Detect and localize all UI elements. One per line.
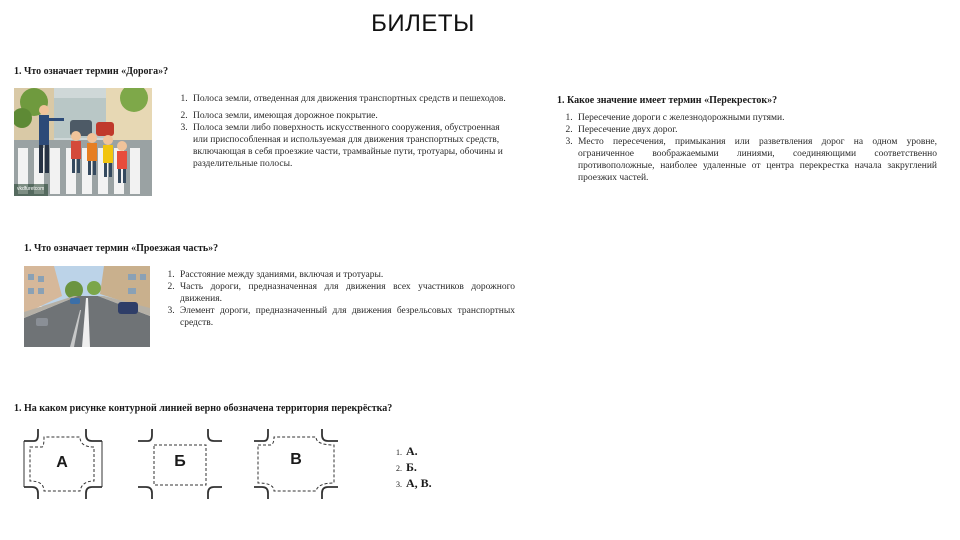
q1-crosswalk-image (14, 88, 152, 196)
q3-question: 1. Что означает термин «Проезжая часть»? (24, 243, 219, 254)
figure-v (250, 425, 342, 501)
q4-option-2: 2. Б. (396, 460, 417, 474)
q1-answer-2: 2. Полоса земли, имеющая дорожное покрытие. (190, 110, 508, 122)
q1-answers (172, 93, 508, 170)
q2-question: 1. Какое значение имеет термин «Перекресток»? (557, 95, 778, 106)
page-title: БИЛЕТЫ (371, 10, 475, 37)
q3-answer-2: 2. Часть дороги, предназначенная для движения всех участников дорожного движения. (177, 281, 515, 305)
q1-answer-1: 1. Полоса земли, отведенная для движения транспортных средств и пешеходов. (190, 93, 508, 105)
figure-v-label: В (290, 451, 302, 468)
q2-answer-1: 1. Пересечение дороги с железнодорожными путями. (575, 112, 937, 124)
q1-image-watermark: vkdfuretcom (17, 186, 45, 192)
q4-options (396, 444, 432, 492)
q1-answer-3: 3. Полоса земли либо поверхность искусственного сооружения, обустроенная или приспособленная и используемая для движения транспортных средств, включающая в себя проезжие части, трамвайные пути, тротуары, обочины и разделительные полосы. (190, 122, 508, 170)
figure-b-label: Б (174, 453, 186, 470)
figure-a (16, 425, 108, 501)
q3-answers (159, 269, 515, 329)
q2-answer-3: 3. Место пересечения, примыкания или разветвления дорог на одном уровне, ограниченное воображаемыми линиями, соединяющими соответственно противоположные, наиболее удаленные от центра перекрестка начала закруглений проезжих частей. (575, 136, 937, 184)
figure-b (134, 425, 226, 501)
q3-answer-3: 3. Элемент дороги, предназначенный для движения безрельсовых транспортных средств. (177, 305, 515, 329)
q4-option-3: 3. А, В. (396, 476, 432, 490)
figure-a-label: А (56, 454, 68, 471)
q4-option-1: 1. А. (396, 444, 418, 458)
q2-answer-2: 2. Пересечение двух дорог. (575, 124, 937, 136)
q1-question: 1. Что означает термин «Дорога»? (14, 66, 169, 77)
q4-question: 1. На каком рисунке контурной линией верно обозначена территория перекрёстка? (14, 403, 393, 414)
q3-answer-1: 1. Расстояние между зданиями, включая и тротуары. (177, 269, 515, 281)
q2-answers (557, 112, 937, 184)
q3-road-image (24, 266, 150, 347)
